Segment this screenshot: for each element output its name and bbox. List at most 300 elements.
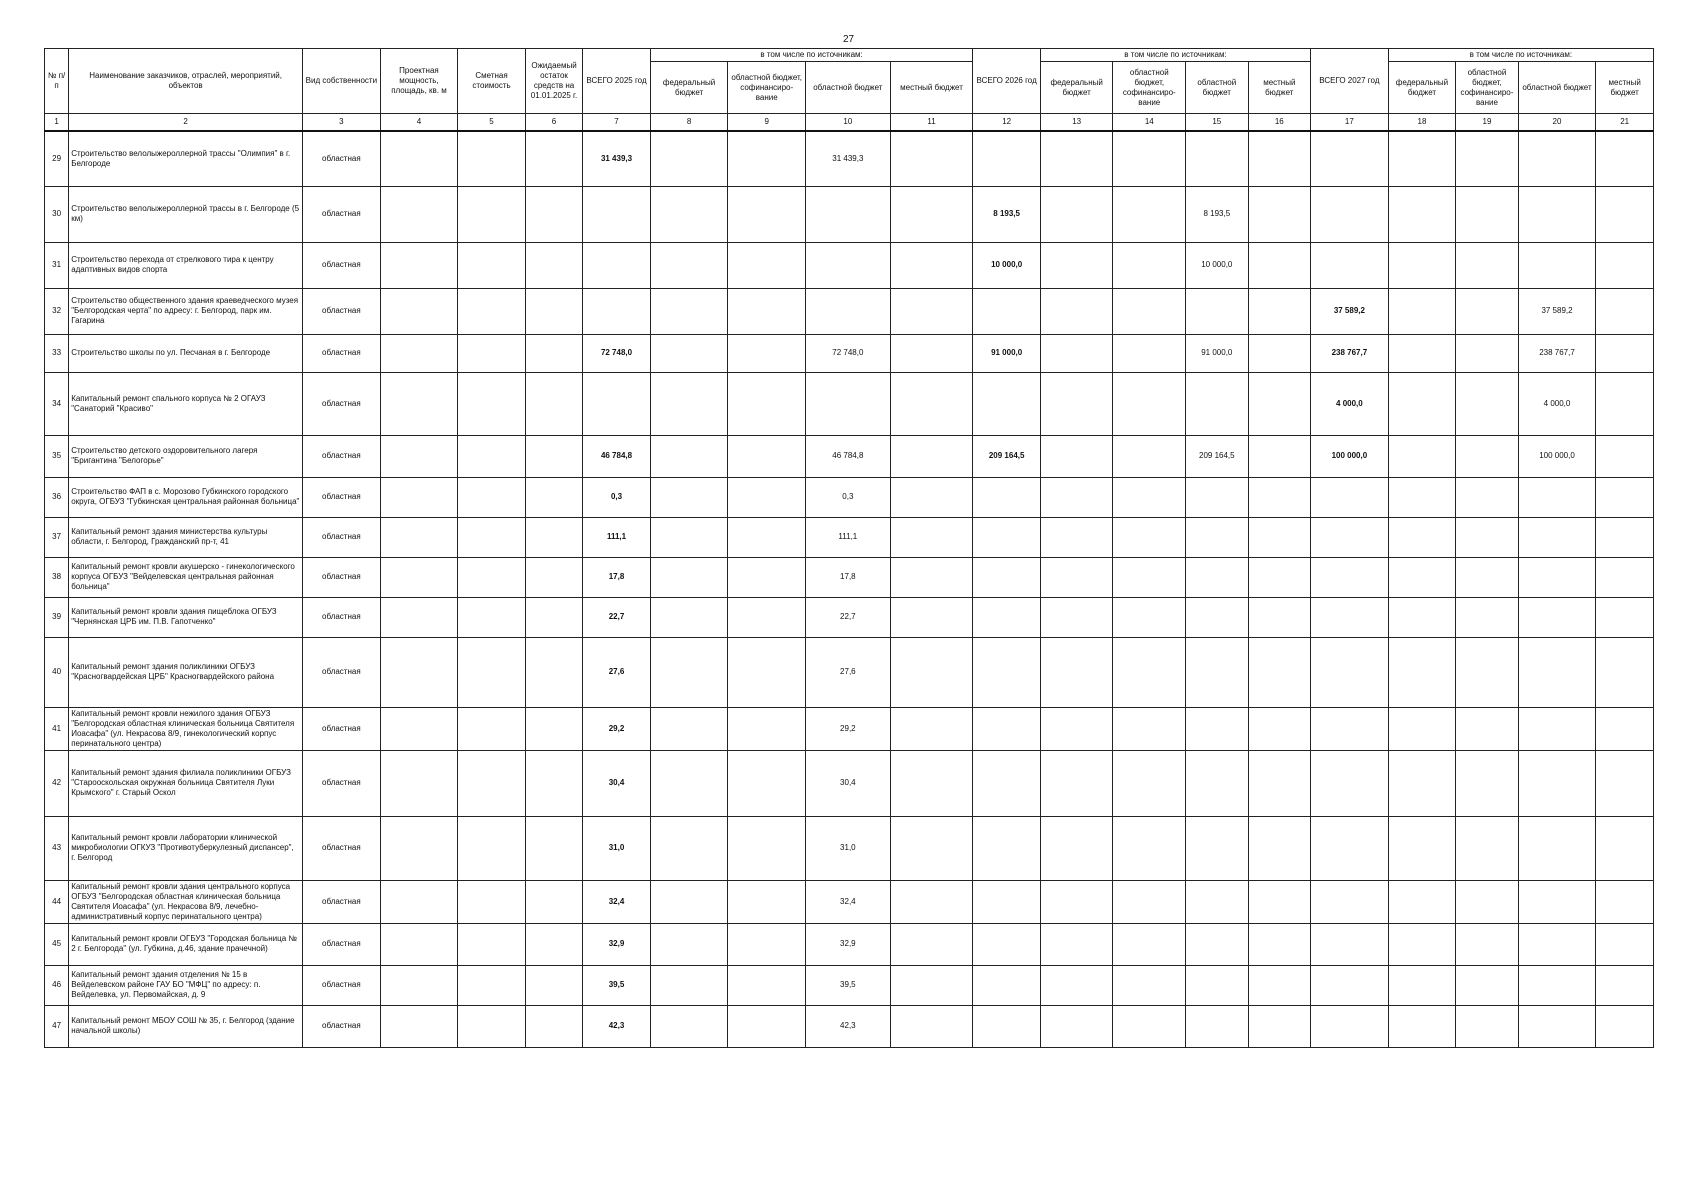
regional-2027-header: областной бюджет xyxy=(1518,62,1596,114)
total-2026-cell xyxy=(973,557,1041,597)
sources-2025-header: в том числе по источникам: xyxy=(650,49,973,62)
object-name: Строительство велолыжероллерной трассы "Олимпия" в г. Белгороде xyxy=(69,131,303,186)
regional-2025-cell: 42,3 xyxy=(806,1005,891,1047)
capacity-cell xyxy=(380,131,458,186)
regional-2026-cell: 91 000,0 xyxy=(1186,334,1248,372)
ownership-type: областная xyxy=(303,965,381,1005)
balance-cell xyxy=(525,372,582,435)
regional-2026-cell: 209 164,5 xyxy=(1186,435,1248,477)
local-2027-cell xyxy=(1596,334,1654,372)
local-2025-cell xyxy=(890,288,973,334)
federal-2026-cell xyxy=(1040,597,1113,637)
local-2025-header: местный бюджет xyxy=(890,62,973,114)
regional-2025-cell: 17,8 xyxy=(806,557,891,597)
local-2027-cell xyxy=(1596,131,1654,186)
regional-2026-cell xyxy=(1186,288,1248,334)
local-2026-cell xyxy=(1248,372,1311,435)
ownership-type: областная xyxy=(303,637,381,707)
federal-2026-cell xyxy=(1040,334,1113,372)
regional-cofin-2027-cell xyxy=(1456,750,1518,816)
federal-2025-cell xyxy=(650,372,728,435)
estimate-cell xyxy=(458,750,526,816)
object-name: Строительство общественного здания краеведческого музея "Белгородская черта" по адресу: г. Белгород, парк им. Гагарина xyxy=(69,288,303,334)
col-name-header: Наименование заказчиков, отраслей, мероприятий, объектов xyxy=(69,49,303,114)
federal-2027-cell xyxy=(1388,186,1456,242)
federal-2027-cell xyxy=(1388,923,1456,965)
row-number: 40 xyxy=(45,637,69,707)
regional-cofin-2027-cell xyxy=(1456,477,1518,517)
total-2025-cell: 111,1 xyxy=(583,517,651,557)
regional-cofin-2027-cell xyxy=(1456,965,1518,1005)
ownership-type: областная xyxy=(303,557,381,597)
estimate-cell xyxy=(458,816,526,880)
regional-2025-cell xyxy=(806,288,891,334)
total-2027-cell xyxy=(1311,1005,1389,1047)
col-num-header: № п/п xyxy=(45,49,69,114)
regional-2026-cell: 10 000,0 xyxy=(1186,242,1248,288)
federal-2027-cell xyxy=(1388,750,1456,816)
ownership-type: областная xyxy=(303,186,381,242)
row-number: 43 xyxy=(45,816,69,880)
total-2027-cell xyxy=(1311,816,1389,880)
regional-2025-cell: 22,7 xyxy=(806,597,891,637)
object-name: Строительство детского оздоровительного лагеря "Бригантина "Белогорье" xyxy=(69,435,303,477)
regional-cofin-2026-cell xyxy=(1113,242,1186,288)
row-number: 35 xyxy=(45,435,69,477)
ownership-type: областная xyxy=(303,880,381,923)
balance-cell xyxy=(525,242,582,288)
regional-2027-cell: 4 000,0 xyxy=(1518,372,1596,435)
total-2026-cell xyxy=(973,707,1041,750)
table-row xyxy=(45,1005,1654,1047)
federal-2026-cell xyxy=(1040,1005,1113,1047)
table-row xyxy=(45,816,1654,880)
local-2025-cell xyxy=(890,435,973,477)
federal-2026-cell xyxy=(1040,637,1113,707)
regional-cofin-2026-cell xyxy=(1113,186,1186,242)
table-row xyxy=(45,750,1654,816)
local-2025-cell xyxy=(890,965,973,1005)
federal-2027-cell xyxy=(1388,288,1456,334)
balance-cell xyxy=(525,923,582,965)
federal-2025-cell xyxy=(650,923,728,965)
capacity-cell xyxy=(380,186,458,242)
regional-cofin-2025-cell xyxy=(728,597,806,637)
row-number: 29 xyxy=(45,131,69,186)
total-2025-cell: 29,2 xyxy=(583,707,651,750)
federal-2026-cell xyxy=(1040,923,1113,965)
regional-2027-cell xyxy=(1518,186,1596,242)
row-number: 30 xyxy=(45,186,69,242)
local-2025-cell xyxy=(890,880,973,923)
total-2025-cell xyxy=(583,372,651,435)
table-row xyxy=(45,557,1654,597)
table-row xyxy=(45,131,1654,186)
estimate-cell xyxy=(458,923,526,965)
total-2026-cell xyxy=(973,750,1041,816)
federal-2025-cell xyxy=(650,557,728,597)
federal-2025-cell xyxy=(650,637,728,707)
total-2025-cell: 22,7 xyxy=(583,597,651,637)
regional-2027-cell xyxy=(1518,707,1596,750)
total-2026-cell xyxy=(973,597,1041,637)
local-2025-cell xyxy=(890,242,973,288)
regional-2026-cell xyxy=(1186,131,1248,186)
regional-cofin-2026-cell xyxy=(1113,965,1186,1005)
capacity-cell xyxy=(380,707,458,750)
federal-2027-cell xyxy=(1388,557,1456,597)
estimate-cell xyxy=(458,435,526,477)
estimate-cell xyxy=(458,242,526,288)
local-2027-cell xyxy=(1596,707,1654,750)
regional-cofin-2025-cell xyxy=(728,557,806,597)
total-2026-cell xyxy=(973,517,1041,557)
table-row xyxy=(45,707,1654,750)
regional-2026-cell xyxy=(1186,707,1248,750)
balance-cell xyxy=(525,597,582,637)
table-row xyxy=(45,880,1654,923)
column-number: 16 xyxy=(1248,114,1311,132)
total-2025-cell: 27,6 xyxy=(583,637,651,707)
regional-2027-cell xyxy=(1518,131,1596,186)
federal-2025-header: федеральный бюджет xyxy=(650,62,728,114)
capacity-cell xyxy=(380,334,458,372)
regional-cofin-2027-cell xyxy=(1456,186,1518,242)
federal-2025-cell xyxy=(650,131,728,186)
federal-2025-cell xyxy=(650,242,728,288)
regional-2026-cell xyxy=(1186,750,1248,816)
local-2026-cell xyxy=(1248,880,1311,923)
federal-2025-cell xyxy=(650,186,728,242)
local-2027-cell xyxy=(1596,435,1654,477)
local-2026-cell xyxy=(1248,557,1311,597)
column-number-row xyxy=(45,114,1654,132)
row-number: 32 xyxy=(45,288,69,334)
total-2027-cell xyxy=(1311,557,1389,597)
balance-cell xyxy=(525,131,582,186)
ownership-type: областная xyxy=(303,517,381,557)
regional-2025-cell: 31,0 xyxy=(806,816,891,880)
local-2026-header: местный бюджет xyxy=(1248,62,1311,114)
federal-2027-cell xyxy=(1388,597,1456,637)
federal-2026-cell xyxy=(1040,750,1113,816)
object-name: Капитальный ремонт кровли здания пищеблока ОГБУЗ "Чернянская ЦРБ им. П.В. Гапотченко" xyxy=(69,597,303,637)
regional-cofin-2025-cell xyxy=(728,1005,806,1047)
federal-2026-header: федеральный бюджет xyxy=(1040,62,1113,114)
capacity-cell xyxy=(380,1005,458,1047)
regional-cofin-2026-cell xyxy=(1113,707,1186,750)
local-2025-cell xyxy=(890,477,973,517)
federal-2027-cell xyxy=(1388,707,1456,750)
balance-cell xyxy=(525,517,582,557)
table-row xyxy=(45,637,1654,707)
table-row xyxy=(45,242,1654,288)
federal-2025-cell xyxy=(650,880,728,923)
total-2027-cell: 100 000,0 xyxy=(1311,435,1389,477)
regional-2026-cell xyxy=(1186,816,1248,880)
regional-2027-cell xyxy=(1518,477,1596,517)
federal-2025-cell xyxy=(650,477,728,517)
regional-2026-cell xyxy=(1186,477,1248,517)
object-name: Капитальный ремонт кровли акушерско - гинекологического корпуса ОГБУЗ "Вейделевская центральная районная больница" xyxy=(69,557,303,597)
total-2026-cell xyxy=(973,923,1041,965)
total-2025-cell: 31 439,3 xyxy=(583,131,651,186)
column-number: 5 xyxy=(458,114,526,132)
total-2025-cell: 30,4 xyxy=(583,750,651,816)
capacity-cell xyxy=(380,517,458,557)
regional-2026-cell xyxy=(1186,880,1248,923)
regional-cofin-2027-header: областной бюджет, софинансиро-вание xyxy=(1456,62,1518,114)
regional-2026-header: областной бюджет xyxy=(1186,62,1248,114)
row-number: 34 xyxy=(45,372,69,435)
column-number: 3 xyxy=(303,114,381,132)
balance-cell xyxy=(525,750,582,816)
federal-2027-cell xyxy=(1388,477,1456,517)
column-number: 7 xyxy=(583,114,651,132)
total-2027-cell: 37 589,2 xyxy=(1311,288,1389,334)
total-2026-cell: 8 193,5 xyxy=(973,186,1041,242)
table-body xyxy=(45,131,1654,1047)
ownership-type: областная xyxy=(303,477,381,517)
federal-2027-cell xyxy=(1388,372,1456,435)
regional-2025-cell: 0,3 xyxy=(806,477,891,517)
regional-2025-cell: 39,5 xyxy=(806,965,891,1005)
local-2025-cell xyxy=(890,707,973,750)
regional-cofin-2027-cell xyxy=(1456,1005,1518,1047)
regional-2025-cell xyxy=(806,186,891,242)
estimate-cell xyxy=(458,557,526,597)
column-number: 18 xyxy=(1388,114,1456,132)
total-2026-cell xyxy=(973,477,1041,517)
column-number: 14 xyxy=(1113,114,1186,132)
capacity-cell xyxy=(380,477,458,517)
ownership-type: областная xyxy=(303,131,381,186)
table-row xyxy=(45,288,1654,334)
ownership-type: областная xyxy=(303,334,381,372)
local-2027-cell xyxy=(1596,816,1654,880)
total-2027-cell xyxy=(1311,242,1389,288)
regional-cofin-2027-cell xyxy=(1456,372,1518,435)
capacity-cell xyxy=(380,880,458,923)
local-2025-cell xyxy=(890,816,973,880)
ownership-type: областная xyxy=(303,435,381,477)
local-2027-cell xyxy=(1596,186,1654,242)
federal-2026-cell xyxy=(1040,816,1113,880)
federal-2027-cell xyxy=(1388,965,1456,1005)
local-2025-cell xyxy=(890,637,973,707)
federal-2025-cell xyxy=(650,816,728,880)
local-2025-cell xyxy=(890,597,973,637)
regional-cofin-2026-cell xyxy=(1113,637,1186,707)
federal-2025-cell xyxy=(650,597,728,637)
regional-cofin-2027-cell xyxy=(1456,597,1518,637)
ownership-type: областная xyxy=(303,597,381,637)
total-2025-cell: 17,8 xyxy=(583,557,651,597)
total-2027-cell xyxy=(1311,131,1389,186)
column-number: 12 xyxy=(973,114,1041,132)
total-2027-cell: 238 767,7 xyxy=(1311,334,1389,372)
column-number: 2 xyxy=(69,114,303,132)
regional-cofin-2026-cell xyxy=(1113,557,1186,597)
local-2026-cell xyxy=(1248,517,1311,557)
regional-cofin-2025-cell xyxy=(728,242,806,288)
ownership-type: областная xyxy=(303,816,381,880)
regional-2026-cell xyxy=(1186,372,1248,435)
federal-2027-cell xyxy=(1388,1005,1456,1047)
row-number: 36 xyxy=(45,477,69,517)
estimate-cell xyxy=(458,597,526,637)
total-2025-cell: 46 784,8 xyxy=(583,435,651,477)
federal-2026-cell xyxy=(1040,517,1113,557)
total-2025-header: ВСЕГО 2025 год xyxy=(583,49,651,114)
ownership-type: областная xyxy=(303,372,381,435)
local-2025-cell xyxy=(890,750,973,816)
regional-cofin-2025-cell xyxy=(728,750,806,816)
regional-cofin-2026-header: областной бюджет, софинансиро-вание xyxy=(1113,62,1186,114)
regional-2026-cell xyxy=(1186,923,1248,965)
page-number: 27 xyxy=(842,34,855,45)
local-2026-cell xyxy=(1248,334,1311,372)
balance-cell xyxy=(525,334,582,372)
column-number: 19 xyxy=(1456,114,1518,132)
col-capacity-header: Проектная мощность, площадь, кв. м xyxy=(380,49,458,114)
object-name: Капитальный ремонт МБОУ СОШ № 35, г. Белгород (здание начальной школы) xyxy=(69,1005,303,1047)
federal-2027-cell xyxy=(1388,816,1456,880)
estimate-cell xyxy=(458,372,526,435)
estimate-cell xyxy=(458,880,526,923)
total-2027-cell xyxy=(1311,477,1389,517)
balance-cell xyxy=(525,435,582,477)
regional-2027-cell xyxy=(1518,750,1596,816)
regional-2025-header: областной бюджет xyxy=(806,62,891,114)
total-2026-cell: 91 000,0 xyxy=(973,334,1041,372)
capacity-cell xyxy=(380,597,458,637)
regional-2027-cell xyxy=(1518,637,1596,707)
regional-cofin-2025-cell xyxy=(728,131,806,186)
regional-2025-cell: 32,4 xyxy=(806,880,891,923)
row-number: 42 xyxy=(45,750,69,816)
total-2025-cell: 32,4 xyxy=(583,880,651,923)
balance-cell xyxy=(525,965,582,1005)
column-number: 17 xyxy=(1311,114,1389,132)
balance-cell xyxy=(525,816,582,880)
ownership-type: областная xyxy=(303,1005,381,1047)
total-2026-cell xyxy=(973,965,1041,1005)
total-2026-cell xyxy=(973,288,1041,334)
ownership-type: областная xyxy=(303,242,381,288)
object-name: Капитальный ремонт здания отделения № 15 в Вейделевском районе ГАУ БО "МФЦ" по адресу: п. Вейделевка, ул. Первомайская, д. 9 xyxy=(69,965,303,1005)
budget-table xyxy=(44,48,1654,1048)
column-number: 11 xyxy=(890,114,973,132)
object-name: Строительство велолыжероллерной трассы в г. Белгороде (5 км) xyxy=(69,186,303,242)
regional-cofin-2026-cell xyxy=(1113,131,1186,186)
regional-cofin-2027-cell xyxy=(1456,816,1518,880)
total-2027-cell xyxy=(1311,923,1389,965)
header-row-1 xyxy=(45,49,1654,62)
total-2027-cell xyxy=(1311,517,1389,557)
regional-2027-cell xyxy=(1518,557,1596,597)
local-2026-cell xyxy=(1248,965,1311,1005)
local-2025-cell xyxy=(890,372,973,435)
federal-2026-cell xyxy=(1040,131,1113,186)
local-2027-cell xyxy=(1596,477,1654,517)
local-2027-cell xyxy=(1596,965,1654,1005)
federal-2026-cell xyxy=(1040,288,1113,334)
capacity-cell xyxy=(380,816,458,880)
federal-2026-cell xyxy=(1040,880,1113,923)
total-2027-cell xyxy=(1311,965,1389,1005)
regional-cofin-2026-cell xyxy=(1113,880,1186,923)
estimate-cell xyxy=(458,131,526,186)
object-name: Строительство перехода от стрелкового тира к центру адаптивных видов спорта xyxy=(69,242,303,288)
federal-2025-cell xyxy=(650,334,728,372)
federal-2025-cell xyxy=(650,517,728,557)
object-name: Капитальный ремонт кровли нежилого здания ОГБУЗ "Белгородская областная клиническая больница Святителя Иоасафа" (ул. Некрасова 8/9, гинекологический корпус перинатального центра) xyxy=(69,707,303,750)
local-2027-cell xyxy=(1596,517,1654,557)
capacity-cell xyxy=(380,557,458,597)
federal-2026-cell xyxy=(1040,186,1113,242)
estimate-cell xyxy=(458,965,526,1005)
local-2026-cell xyxy=(1248,477,1311,517)
column-number: 10 xyxy=(806,114,891,132)
regional-2025-cell: 46 784,8 xyxy=(806,435,891,477)
estimate-cell xyxy=(458,477,526,517)
regional-cofin-2026-cell xyxy=(1113,923,1186,965)
total-2025-cell xyxy=(583,288,651,334)
total-2027-cell: 4 000,0 xyxy=(1311,372,1389,435)
regional-2025-cell: 72 748,0 xyxy=(806,334,891,372)
total-2025-cell: 72 748,0 xyxy=(583,334,651,372)
balance-cell xyxy=(525,1005,582,1047)
regional-2027-cell xyxy=(1518,1005,1596,1047)
regional-2027-cell: 37 589,2 xyxy=(1518,288,1596,334)
federal-2027-cell xyxy=(1388,131,1456,186)
regional-cofin-2027-cell xyxy=(1456,435,1518,477)
local-2027-cell xyxy=(1596,372,1654,435)
regional-cofin-2025-cell xyxy=(728,477,806,517)
column-number: 15 xyxy=(1186,114,1248,132)
local-2026-cell xyxy=(1248,186,1311,242)
total-2026-cell xyxy=(973,1005,1041,1047)
federal-2026-cell xyxy=(1040,477,1113,517)
federal-2027-cell xyxy=(1388,880,1456,923)
local-2025-cell xyxy=(890,186,973,242)
federal-2027-cell xyxy=(1388,334,1456,372)
total-2025-cell: 42,3 xyxy=(583,1005,651,1047)
regional-2026-cell xyxy=(1186,517,1248,557)
federal-2026-cell xyxy=(1040,557,1113,597)
regional-cofin-2027-cell xyxy=(1456,637,1518,707)
regional-cofin-2026-cell xyxy=(1113,372,1186,435)
regional-cofin-2026-cell xyxy=(1113,750,1186,816)
regional-cofin-2025-header: областной бюджет, софинансиро-вание xyxy=(728,62,806,114)
estimate-cell xyxy=(458,637,526,707)
column-number: 13 xyxy=(1040,114,1113,132)
total-2026-cell xyxy=(973,131,1041,186)
row-number: 47 xyxy=(45,1005,69,1047)
local-2026-cell xyxy=(1248,707,1311,750)
local-2025-cell xyxy=(890,334,973,372)
federal-2026-cell xyxy=(1040,965,1113,1005)
regional-2026-cell xyxy=(1186,597,1248,637)
regional-cofin-2027-cell xyxy=(1456,288,1518,334)
total-2025-cell: 32,9 xyxy=(583,923,651,965)
object-name: Капитальный ремонт кровли ОГБУЗ "Городская больница № 2 г. Белгорода" (ул. Губкина, д.46, здание прачечной) xyxy=(69,923,303,965)
regional-2027-cell xyxy=(1518,242,1596,288)
local-2027-cell xyxy=(1596,880,1654,923)
regional-2025-cell xyxy=(806,242,891,288)
local-2027-cell xyxy=(1596,923,1654,965)
